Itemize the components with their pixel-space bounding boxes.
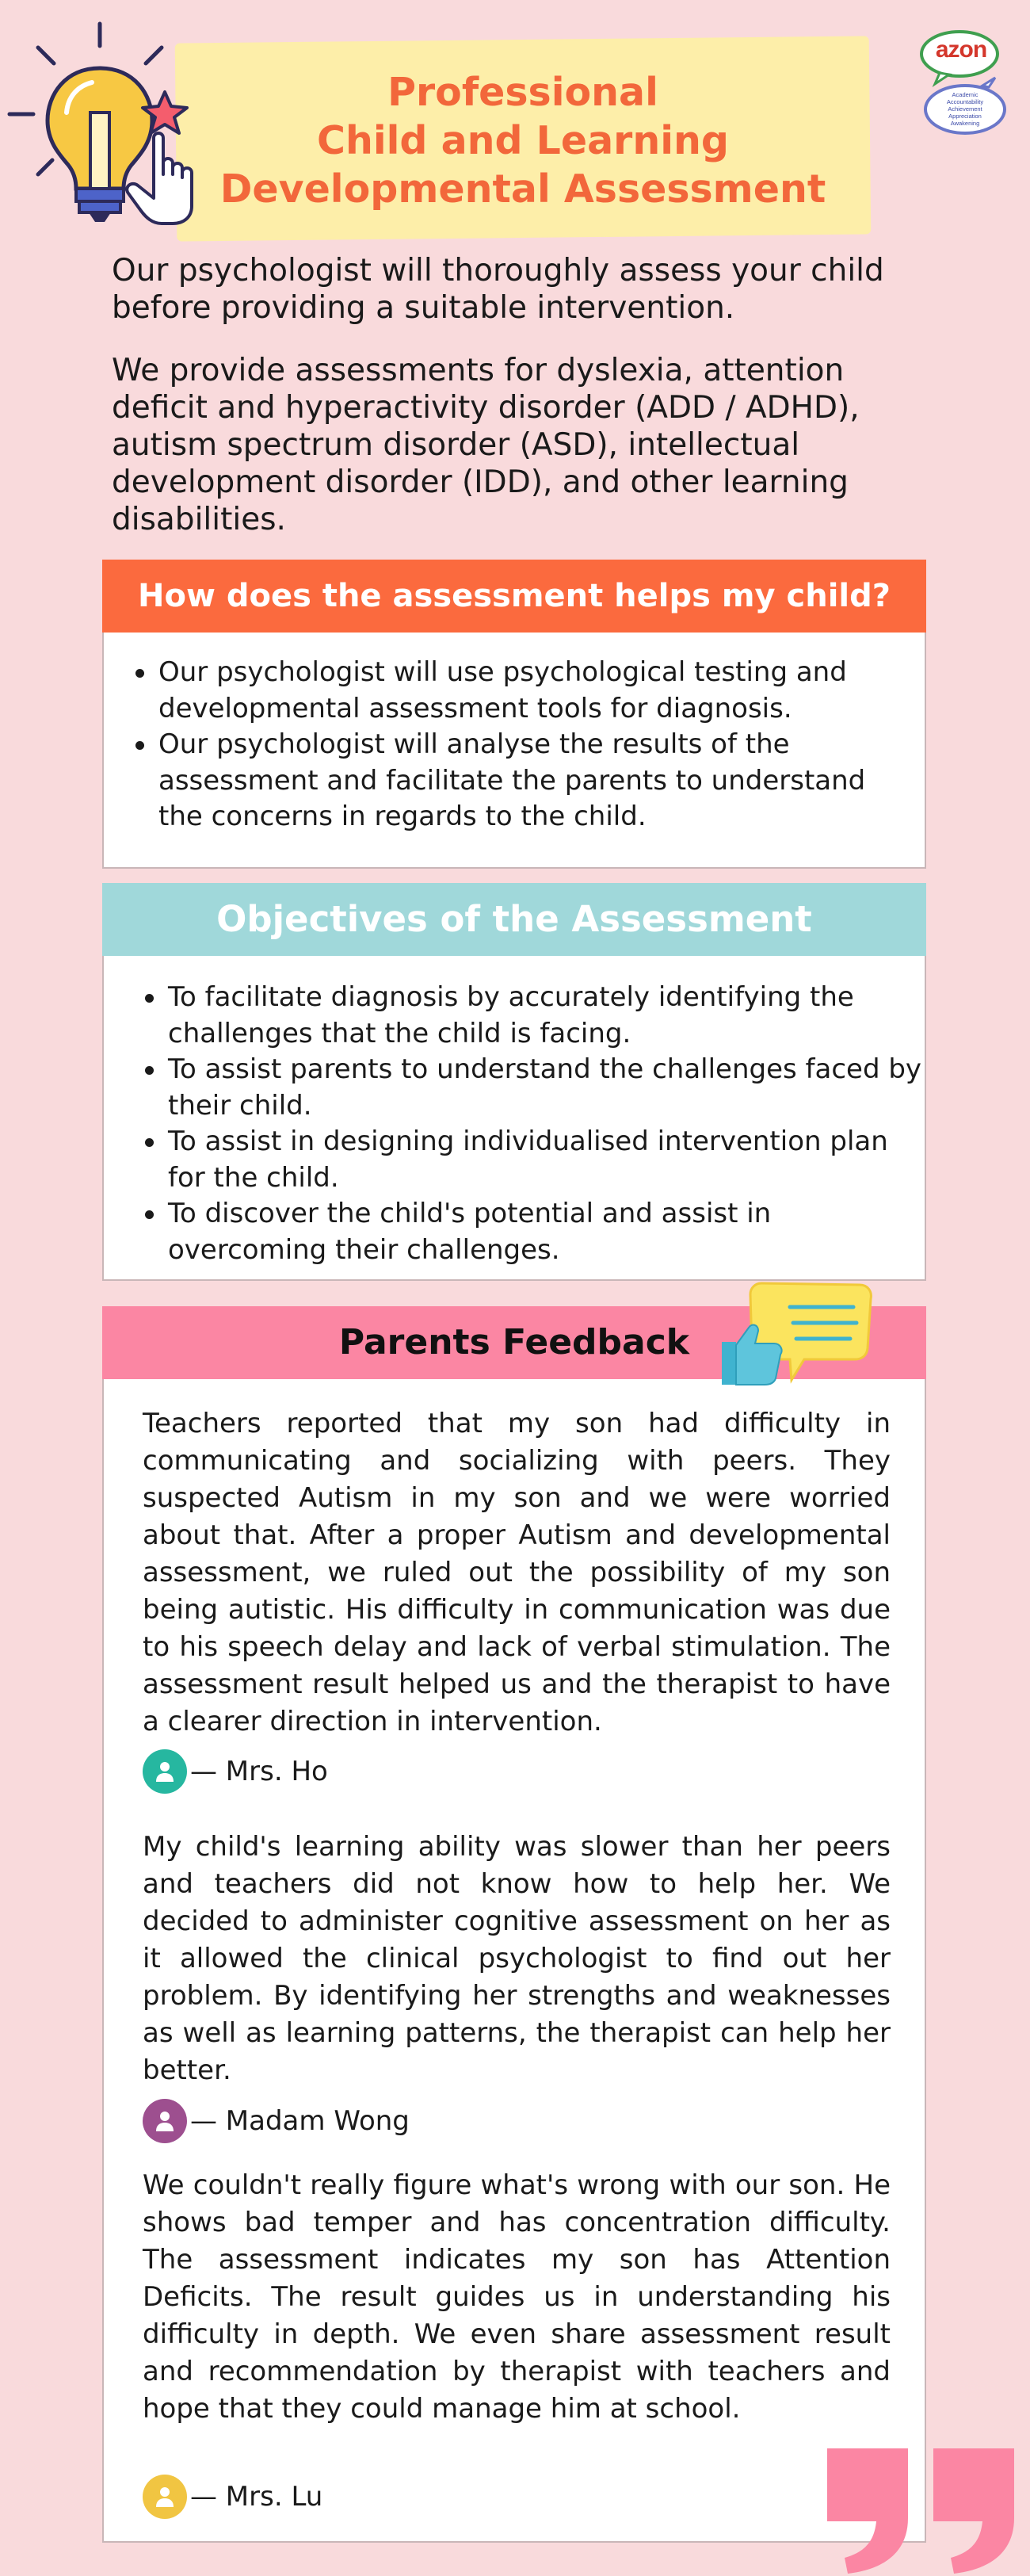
testimonial-text-1: Teachers reported that my son had difficulty in communicating and socializing with peers. They suspected Autism in my son and we were worried about that. After a proper Autism and developmental assessment, we ruled out the possibility of my son being autistic. His difficulty in communication was due to his speech delay and lack of verbal stimulation. The assessment result helped us and the therapist to have a clearer direction in intervention. bbox=[143, 1408, 891, 1737]
how-list bbox=[121, 655, 914, 835]
objectives-list bbox=[131, 980, 923, 1268]
list-item: To assist parents to understand the challenges faced by their child. bbox=[131, 1052, 923, 1124]
objectives-section bbox=[102, 883, 926, 1281]
testimonial-text-2: My child's learning ability was slower than her peers and teachers did not know how to help her. We decided to administer cognitive assessment on her as it allowed the clinical psychologist to find out her problem. By identifying her strengths and weaknesses as well as learning patterns, the therapist can help her better. bbox=[143, 1831, 891, 2086]
testimonial-author-2 bbox=[143, 2099, 410, 2143]
list-item: Our psychologist will use psychological testing and developmental assessment tools for diagnosis. bbox=[121, 655, 914, 727]
intro-paragraph-2: We provide assessments for dyslexia, attention deficit and hyperactivity disorder (ADD / ADHD), autism spectrum disorder (ASD), intellectual development disorder (IDD), and other learning disabilities. bbox=[112, 353, 860, 537]
page-title bbox=[182, 68, 864, 213]
list-item: To discover the child's potential and assist in overcoming their challenges. bbox=[131, 1196, 923, 1268]
person-icon bbox=[153, 2109, 177, 2133]
author-name: — Mrs. Ho bbox=[190, 1756, 328, 1787]
list-item: Our psychologist will analyse the results of the assessment and facilitate the parents to understand the concerns in regards to the child. bbox=[121, 727, 914, 835]
title-line-3: Developmental Assessment bbox=[219, 166, 826, 212]
testimonial-text-3: We couldn't really figure what's wrong with our son. He shows bad temper and has concentration difficulty. The assessment indicates my son has Attention Deficits. The result guides us in understanding his difficulty in depth. We even share assessment result and recommendation by therapist with teachers and hope that they could manage him at school. bbox=[143, 2169, 891, 2425]
logo-subtext-1: Academic bbox=[952, 91, 978, 98]
avatar bbox=[143, 2475, 187, 2519]
closing-quote-icon bbox=[824, 2445, 1022, 2576]
title-line-2: Child and Learning bbox=[317, 118, 729, 163]
how-section-heading: How does the assessment helps my child? bbox=[102, 560, 926, 633]
avatar bbox=[143, 1749, 187, 1794]
logo-subtext-2: Accountability bbox=[946, 98, 984, 105]
lightbulb-star-hand-icon bbox=[6, 19, 204, 225]
title-line-1: Professional bbox=[387, 70, 658, 115]
logo-subtext-3: Achievement bbox=[948, 105, 982, 113]
avatar bbox=[143, 2099, 187, 2143]
logo-subtext-4: Appreciation bbox=[948, 113, 982, 120]
author-name: — Madam Wong bbox=[190, 2105, 410, 2137]
how-section bbox=[102, 560, 926, 869]
list-item: To facilitate diagnosis by accurately identifying the challenges that the child is facing. bbox=[131, 980, 923, 1052]
objectives-section-heading: Objectives of the Assessment bbox=[102, 883, 926, 956]
intro-paragraph-1: Our psychologist will thoroughly assess your child before providing a suitable intervention. bbox=[112, 253, 884, 326]
logo-text: azon bbox=[935, 36, 987, 63]
testimonial-author-1 bbox=[143, 1749, 328, 1794]
person-icon bbox=[153, 2485, 177, 2509]
author-name: — Mrs. Lu bbox=[190, 2481, 323, 2513]
logo-subtext-5: Awakening bbox=[950, 120, 980, 127]
person-icon bbox=[153, 1760, 177, 1783]
testimonial-author-3 bbox=[143, 2475, 322, 2519]
list-item: To assist in designing individualised intervention plan for the child. bbox=[131, 1124, 923, 1196]
thumbs-up-chat-icon bbox=[717, 1280, 876, 1399]
feedback-section-heading: Parents Feedback bbox=[102, 1306, 926, 1379]
